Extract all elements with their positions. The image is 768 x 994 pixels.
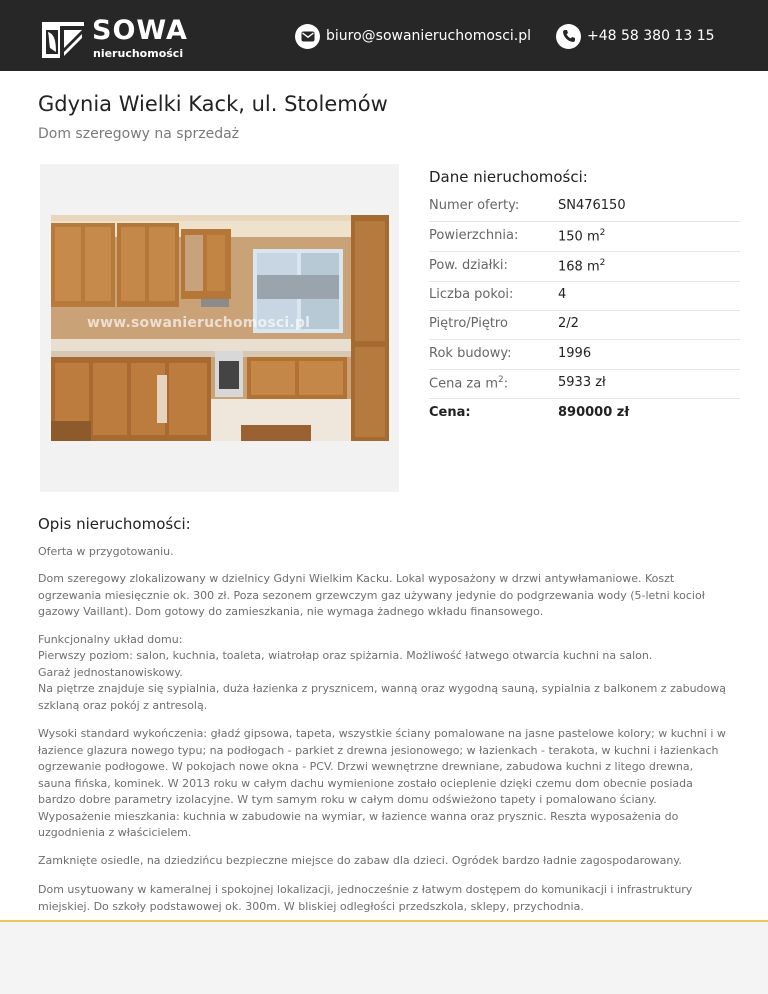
detail-row-rooms	[429, 287, 740, 317]
description-paragraph: Na piętrze znajduje się sypialnia, duża łazienka z prysznicem, wanną oraz wygodną sauną, sypialnia z balkonem z zabudową szklaną oraz pokój z antresolą.	[38, 682, 726, 712]
detail-label	[429, 375, 508, 391]
price-value: 890000 zł	[558, 405, 630, 420]
description-paragraph: Dom szeregowy zlokalizowany w dzielnicy Gdyni Wielkim Kacku. Lokal wyposażony w drzwi antywłamaniowe. Koszt ogrzewania miesięcznie ok. 300 zł. Poza sezonem grzewczym gaz używany jedynie do podgrzewania wody (5-letni kocioł gazowy Vaillant). Dom gotowy do zamieszkania, nie wymaga żadnego wkładu finansowego.	[38, 572, 705, 618]
phone-icon	[556, 24, 581, 49]
unit-superscript: 2	[599, 258, 606, 268]
detail-row-floor	[429, 316, 740, 346]
detail-label: Piętro/Piętro	[429, 316, 508, 331]
detail-row-plot-area	[429, 258, 740, 288]
divider	[429, 281, 740, 282]
description-paragraph: Garaż jednostanowiskowy.	[38, 666, 183, 679]
details-heading: Dane nieruchomości:	[429, 168, 588, 186]
kitchen-photo[interactable]	[51, 215, 389, 441]
description-paragraph: Pierwszy poziom: salon, kuchnia, toaleta, wiatrołap oraz spiżarnia. Możliwość łatwego otwarcia kuchni na salon.	[38, 649, 653, 662]
detail-row-year-built	[429, 346, 740, 376]
unit-superscript: 2	[599, 228, 606, 238]
divider	[429, 251, 740, 252]
detail-row-price	[429, 405, 740, 435]
detail-value: 4	[558, 287, 567, 302]
detail-value	[558, 228, 605, 244]
divider	[429, 310, 740, 311]
divider	[429, 369, 740, 370]
phone-link[interactable]: +48 58 380 13 15	[587, 28, 715, 44]
divider	[429, 221, 740, 222]
owl-logo-icon	[40, 18, 86, 62]
listing-subtitle: Dom szeregowy na sprzedaż	[38, 126, 240, 142]
phone-contact[interactable]	[556, 23, 715, 49]
detail-value: 2/2	[558, 316, 579, 331]
detail-value-text: 168 m	[558, 259, 600, 275]
detail-label-suffix: :	[503, 376, 509, 392]
description-paragraph: Zamknięte osiedle, na dziedzińcu bezpieczne miejsce do zabaw dla dzieci. Ogródek bardzo ładnie zagospodarowany.	[38, 854, 682, 867]
description-paragraph: Wysoki standard wykończenia: gładź gipsowa, tapeta, wszystkie ściany pomalowane na jasne pastelowe kolory; w kuchni i w łazience glazura nowego typu; na podłogach - parkiet z drewna jesionowego; w łazienkach - terakota, w kuchni i łazienkach ogrzewanie podłogowe. W pokojach nowe okna - PCV. Drzwi wewnętrzne drewniane, zabudowa kuchni z litego drewna, sauna fińska, kominek. W 2013 roku w całym dachu wymienione zostało ocieplenie dzięki czemu dom obecnie posiada bardzo dobre parametry izolacyjne. W tym samym roku w całym domu odświeżono tapety i pomalowano ściany. Wyposażenie mieszkania: kuchnia w zabudowie na wymiar, w łazience wanna oraz prysznic. Reszta wyposażenia do uzgodnienia z właścicielem.	[38, 727, 726, 839]
description-heading: Opis nieruchomości:	[38, 515, 191, 533]
divider	[429, 398, 740, 399]
photo-frame	[40, 164, 399, 492]
detail-row-offer-number	[429, 198, 740, 228]
envelope-icon	[295, 24, 320, 49]
description-paragraph: Oferta w przygotowaniu.	[38, 545, 174, 558]
detail-label-text: Cena za m	[429, 376, 498, 392]
detail-label: Pow. działki:	[429, 258, 508, 273]
divider	[429, 339, 740, 340]
logo[interactable]	[40, 15, 188, 62]
detail-label: Numer oferty:	[429, 198, 520, 213]
logo-brand: SOWA	[92, 15, 188, 46]
top-header	[0, 0, 768, 71]
detail-value: SN476150	[558, 198, 626, 213]
email-link[interactable]: biuro@sowanieruchomosci.pl	[326, 28, 532, 44]
detail-label: Powierzchnia:	[429, 228, 519, 243]
detail-value: 1996	[558, 346, 592, 361]
detail-value: 5933 zł	[558, 375, 606, 390]
page-footer	[0, 920, 768, 994]
detail-value-text: 150 m	[558, 229, 600, 245]
detail-label: Liczba pokoi:	[429, 287, 514, 302]
detail-value	[558, 258, 605, 274]
logo-subtitle: nieruchomości	[93, 47, 184, 60]
listing-title: Gdynia Wielki Kack, ul. Stolemów	[38, 92, 388, 116]
description-paragraph: Funkcjonalny układ domu:	[38, 633, 183, 646]
email-contact[interactable]	[295, 23, 531, 49]
detail-row-area	[429, 228, 740, 258]
detail-row-price-per-m2	[429, 375, 740, 405]
detail-label: Rok budowy:	[429, 346, 512, 361]
photo-watermark: www.sowanieruchomosci.pl	[87, 315, 311, 331]
description-paragraph: Dom usytuowany w kameralnej i spokojnej lokalizacji, jednocześnie z łatwym dostępem do komunikacji i infrastruktury miejskiej. Do szkoły podstawowej ok. 300m. W bliskiej odległości przedszkola, sklepy, przychodnia.	[38, 883, 693, 913]
unit-superscript: 2	[498, 375, 504, 385]
detail-label: Cena:	[429, 405, 471, 420]
